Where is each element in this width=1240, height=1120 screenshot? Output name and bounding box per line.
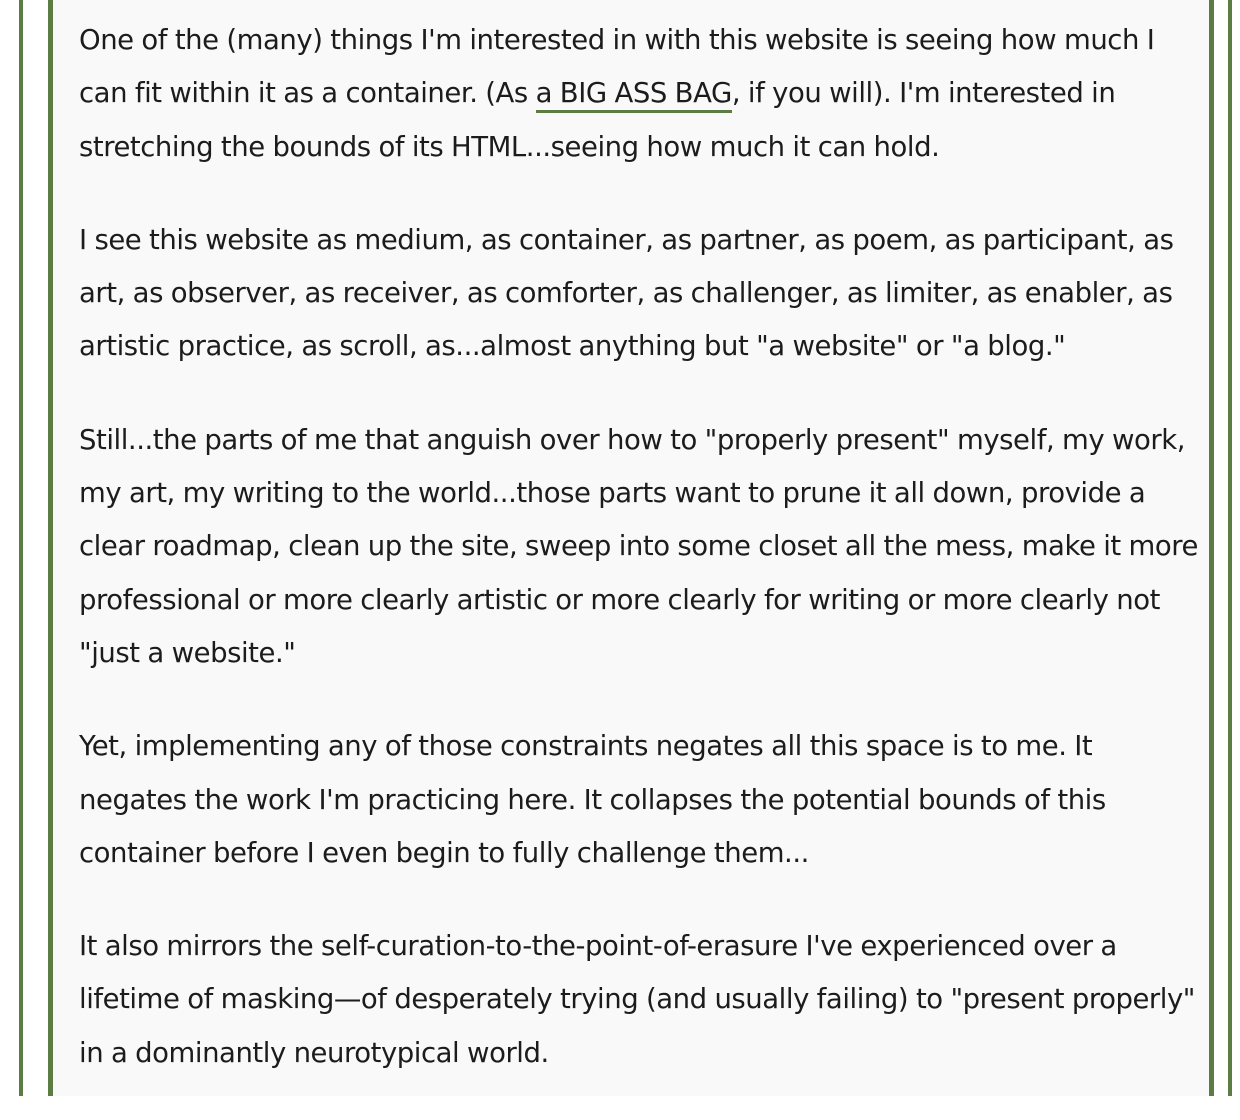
big-bag-link[interactable]: a BIG ASS BAG	[536, 77, 732, 113]
paragraph-2: I see this website as medium, as container, as partner, as poem, as participant, as art, as observer, as receiver, as comforter, as challenger, as limiter, as enabler, as artistic practice, as scroll, as...almost anything but "a website" or "a blog."	[79, 223, 1174, 363]
paragraph-1-text-after-link: , if you will). I'm interested in stretching the bounds of its HTML...seeing how much it can hold.	[79, 77, 1116, 163]
outer-border-left	[19, 0, 23, 1096]
paragraph-4: Yet, implementing any of those constraints negates all this space is to me. It negates the work I'm practicing here. It collapses the potential bounds of this container before I even begin to fully challenge them...	[79, 730, 1106, 869]
paragraph-3: Still...the parts of me that anguish over how to "properly present" myself, my work, my art, my writing to the world...those parts want to prune it all down, provide a clear roadmap, clean up the site, sweep into some closet all the mess, make it more professional or more clearly artistic or more clearly for writing or more clearly not "just a website."	[79, 423, 1198, 669]
paragraph-5: It also mirrors the self-curation-to-the-point-of-erasure I've experienced over a lifetime of masking—of desperately trying (and usually failing) to "present properly" in a dominantly neurotypical world.	[79, 930, 1195, 1069]
article-body	[79, 14, 1204, 1120]
paragraph-1	[79, 14, 1204, 174]
paragraph-1-text-before-link: One of the (many) things I'm interested in with this website is seeing how much I can fit within it as a container. (As	[79, 24, 1155, 110]
outer-border-right	[1228, 0, 1232, 1096]
